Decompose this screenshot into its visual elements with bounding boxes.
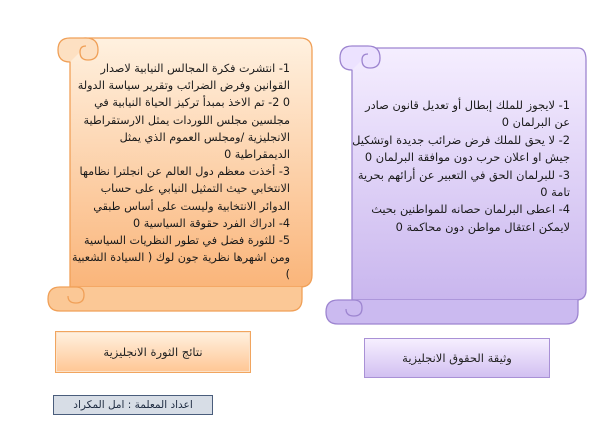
bill-of-rights-text: 1- لايجوز للملك إبطال أو تعديل قانون صادر عن البرلمان 0 2- لا يحق للملك فرض ضرائب جديدة اوتشكيل جيش او اعلان حرب دون موافقة البرلمان 0 3- للبرلمان الحق في التعبير عن أرائهم بحرية تامة 0 4- اعطى البرلمان حصانه للمواطنين بحيث لايمكن اعتقال مواطن دون محاكمة 0 (352, 98, 570, 234)
author-credit-text: اعداد المعلمة : امل المكراد (73, 399, 193, 411)
bill-of-rights-label (364, 338, 550, 378)
revolution-results-label-text: نتائج الثورة الانجليزية (103, 345, 203, 359)
revolution-results-label (55, 331, 251, 373)
revolution-results-text: 1- انتشرت فكرة المجالس النيابية لاصدار القوانين وفرض الضرائب وتقرير سياسة الدولة 0 2- تم الاخذ بمبدأ تركيز الحياة النيابية في مجلسين مجلس اللوردات يمثل الارستقراطية الانجليزية /ومجلس العموم الذي يمثل الديمقراطية 0 3- أخذت معظم دول العالم عن انجلترا نظامها الانتخابي حيث التمثيل النيابي على حساب الدوائر الانتخابية وليست على أساس طبقي 4- ادراك الفرد حقوقة السياسية 0 5- للثورة فضل في تطور النظريات السياسية ومن اشهرها نظرية جون لوك ( السيادة الشعبية ) (72, 62, 290, 282)
author-credit (53, 395, 213, 415)
bill-of-rights-label-text: وثيقة الحقوق الانجليزية (402, 351, 512, 365)
